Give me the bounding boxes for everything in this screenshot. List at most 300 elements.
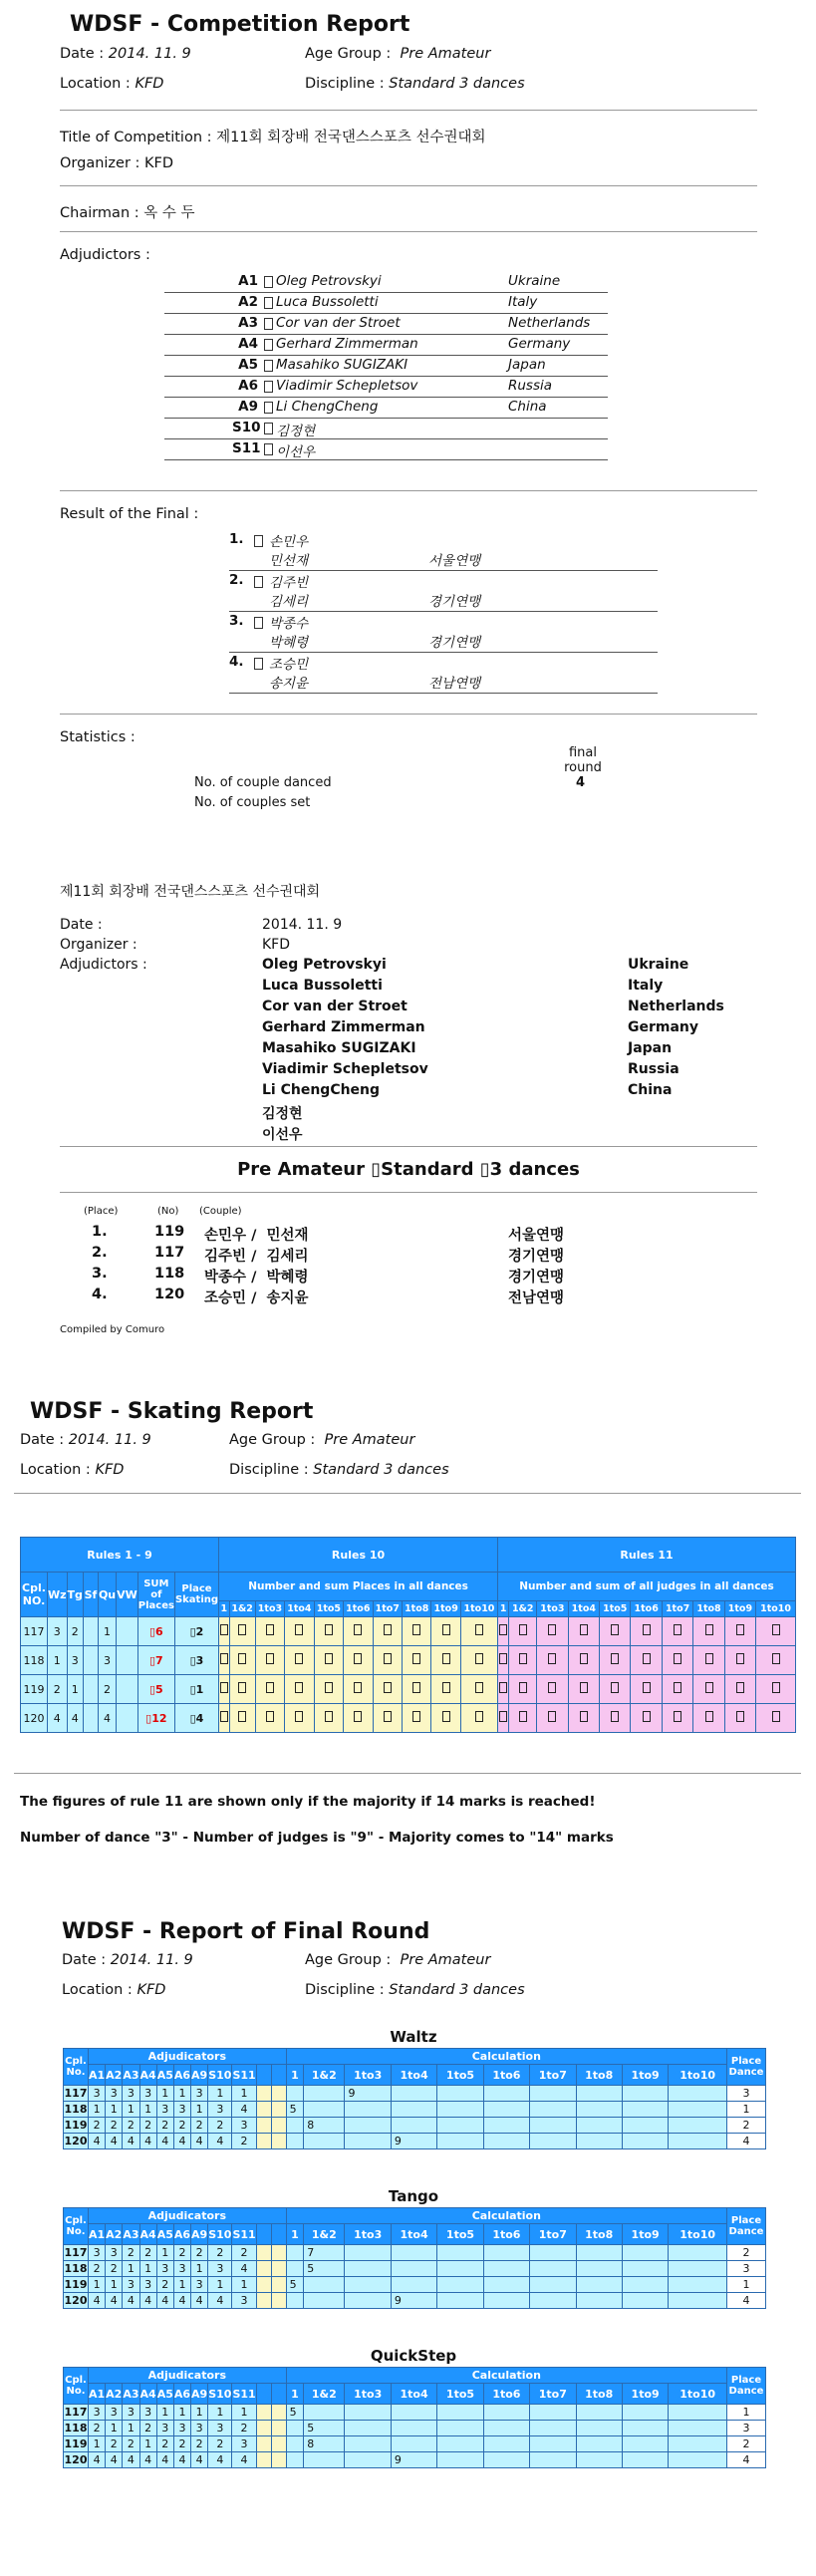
empty-box-icon xyxy=(220,1624,228,1635)
calc-header: 1 xyxy=(286,2384,304,2405)
empty-box-icon xyxy=(643,1653,651,1664)
divider xyxy=(60,490,757,491)
empty-box-icon xyxy=(499,1711,507,1722)
col-no: (No) xyxy=(157,1206,179,1217)
judge-mark: 1 xyxy=(139,2102,156,2118)
empty-box-icon xyxy=(384,1653,392,1664)
skating-col-header: Wz xyxy=(48,1573,68,1617)
empty-box-icon xyxy=(611,1624,619,1635)
calc-cell xyxy=(530,2086,576,2102)
adjudicator-country: Italy xyxy=(508,294,538,310)
judge-header: A9 xyxy=(191,2065,208,2086)
rules10-cell xyxy=(460,1704,497,1733)
calc-cell xyxy=(345,2245,391,2261)
judge-mark: 4 xyxy=(139,2452,156,2468)
judge-mark: 1 xyxy=(232,2405,256,2421)
rules11-cell xyxy=(600,1646,631,1675)
calc-cell xyxy=(483,2245,529,2261)
partner-1: 박종수 xyxy=(269,616,309,632)
empty-box-icon xyxy=(266,1682,274,1693)
summary-organizer: KFD xyxy=(262,937,291,953)
calc-cell xyxy=(576,2118,622,2134)
judge-mark: 4 xyxy=(123,2452,139,2468)
judge-mark: 2 xyxy=(106,2118,123,2134)
skating-col-header: VW xyxy=(117,1573,138,1617)
rules11-cell xyxy=(756,1646,796,1675)
result-club: 전남연맹 xyxy=(428,676,481,692)
calc-cell xyxy=(483,2452,529,2468)
couple-number: 117 xyxy=(64,2246,88,2259)
dance-row xyxy=(64,2436,766,2452)
rules11-cell xyxy=(662,1617,692,1646)
adjudicator-row xyxy=(164,355,608,377)
judge-mark: 3 xyxy=(173,2421,190,2436)
judge-mark: 2 xyxy=(208,2245,232,2261)
judge-mark: 1 xyxy=(191,2405,208,2421)
empty-box-icon xyxy=(643,1711,651,1722)
rules10-subheader: Number and sum Places in all dances xyxy=(219,1573,498,1601)
placing-couple: 김주빈 / 김세리 xyxy=(204,1249,309,1265)
place-dance-header: Place Dance xyxy=(727,2049,766,2086)
rules11-cell xyxy=(662,1675,692,1704)
dance-table xyxy=(63,2048,766,2149)
judge-header: A9 xyxy=(191,2384,208,2405)
calc-cell xyxy=(345,2405,391,2421)
calc-header: 1 xyxy=(286,2065,304,2086)
judge-header: A5 xyxy=(156,2065,173,2086)
calc-cell xyxy=(483,2421,529,2436)
rules10-cell xyxy=(373,1646,402,1675)
judge-header: A5 xyxy=(156,2384,173,2405)
place-col-header: 1to10 xyxy=(460,1601,497,1617)
judge-mark: 3 xyxy=(89,2405,106,2421)
adjudicator-code: S10 xyxy=(232,420,261,435)
rules10-cell xyxy=(431,1675,460,1704)
place-col-header: 1to9 xyxy=(724,1601,755,1617)
adjudicator-row xyxy=(164,438,608,460)
calc-header: 1 xyxy=(286,2224,304,2245)
empty-box-icon xyxy=(580,1682,588,1693)
judge-mark: 1 xyxy=(89,2436,106,2452)
calc-cell xyxy=(530,2405,576,2421)
dance-row xyxy=(64,2118,766,2134)
judge-mark: 3 xyxy=(208,2102,232,2118)
skating-cell-qu: 1 xyxy=(98,1617,116,1646)
rules10-cell xyxy=(285,1646,314,1675)
calc-cell xyxy=(576,2102,622,2118)
judge-mark: 4 xyxy=(208,2134,232,2149)
summary-adjudicator-name: Luca Bussoletti xyxy=(262,978,383,994)
empty-box-icon xyxy=(238,1682,246,1693)
empty-box-icon xyxy=(354,1682,362,1693)
checkbox-icon xyxy=(254,617,263,629)
rules11-cell xyxy=(631,1646,662,1675)
empty-box-icon xyxy=(354,1653,362,1664)
rules11-cell xyxy=(662,1704,692,1733)
empty-box-icon xyxy=(384,1711,392,1722)
place-col-header: 1to4 xyxy=(285,1601,314,1617)
summary-adjudicator-name: Li ChengCheng xyxy=(262,1082,381,1098)
judge-mark: 3 xyxy=(173,2261,190,2277)
judge-mark: 4 xyxy=(173,2452,190,2468)
judge-header: S11 xyxy=(232,2065,256,2086)
adjudicator-code: A3 xyxy=(238,315,258,331)
summary-date: 2014. 11. 9 xyxy=(262,917,343,933)
blank-cell xyxy=(271,2421,286,2436)
blank-header xyxy=(271,2384,286,2405)
calc-header: 1to9 xyxy=(622,2065,668,2086)
calc-cell xyxy=(345,2261,391,2277)
calculation-header: Calculation xyxy=(286,2049,726,2065)
judge-header: S11 xyxy=(232,2224,256,2245)
judge-mark: 1 xyxy=(208,2405,232,2421)
skating-col-header: Cpl. NO. xyxy=(21,1573,48,1617)
calc-cell xyxy=(669,2261,727,2277)
rules11-cell xyxy=(693,1617,724,1646)
empty-box-icon xyxy=(548,1711,556,1722)
blank-cell xyxy=(256,2293,271,2309)
place-col-header: 1to5 xyxy=(314,1601,343,1617)
partner-1: 김주빈 xyxy=(269,575,309,591)
adjudicator-code: A6 xyxy=(238,378,258,394)
place-col-header: 1to10 xyxy=(756,1601,796,1617)
judge-mark: 3 xyxy=(232,2118,256,2134)
rules11-cell xyxy=(693,1646,724,1675)
rules10-cell xyxy=(460,1617,497,1646)
judge-header: A2 xyxy=(106,2065,123,2086)
col-couple: (Couple) xyxy=(199,1206,242,1217)
judge-header: A1 xyxy=(89,2384,106,2405)
calc-cell xyxy=(437,2261,483,2277)
checkbox-icon xyxy=(264,423,273,434)
rules11-cell xyxy=(568,1704,599,1733)
judge-mark: 2 xyxy=(139,2245,156,2261)
location-label: Location : xyxy=(60,76,131,92)
skating-row xyxy=(21,1646,796,1675)
blank-cell xyxy=(256,2134,271,2149)
judge-mark: 2 xyxy=(191,2245,208,2261)
place-col-header: 1&2 xyxy=(509,1601,537,1617)
rules11-cell xyxy=(509,1704,537,1733)
calc-cell xyxy=(483,2277,529,2293)
col-place: (Place) xyxy=(84,1206,119,1217)
dance-place: 4 xyxy=(727,2293,766,2309)
adjudicator-country: Netherlands xyxy=(508,315,591,331)
dance-name: Tango xyxy=(388,2187,439,2205)
empty-box-icon xyxy=(580,1711,588,1722)
calc-cell xyxy=(576,2293,622,2309)
statistics-label: Statistics : xyxy=(60,729,136,745)
empty-box-icon xyxy=(266,1711,274,1722)
partner-2: 김세리 xyxy=(269,594,309,610)
empty-box-icon xyxy=(384,1624,392,1635)
partner-1: 손민우 xyxy=(269,534,309,550)
judge-mark: 2 xyxy=(89,2421,106,2436)
calc-cell xyxy=(483,2293,529,2309)
calc-cell xyxy=(391,2436,436,2452)
calc-cell xyxy=(483,2405,529,2421)
chairman-value: 옥 수 두 xyxy=(143,205,195,221)
summary-adjudicator-country: Italy xyxy=(628,978,664,994)
rules11-cell xyxy=(724,1675,755,1704)
calc-cell xyxy=(391,2118,436,2134)
judge-mark: 3 xyxy=(173,2102,190,2118)
calc-cell xyxy=(304,2452,345,2468)
calc-cell xyxy=(286,2134,304,2149)
empty-box-icon xyxy=(772,1682,780,1693)
calc-header: 1to6 xyxy=(483,2224,529,2245)
checkbox-icon xyxy=(264,318,273,330)
calc-cell: 9 xyxy=(391,2134,436,2149)
judge-mark: 4 xyxy=(232,2261,256,2277)
calc-cell xyxy=(286,2293,304,2309)
empty-box-icon xyxy=(295,1682,303,1693)
couple-number: 117 xyxy=(64,2087,88,2100)
empty-box-icon xyxy=(325,1711,333,1722)
skating-row xyxy=(21,1675,796,1704)
empty-box-icon xyxy=(442,1682,450,1693)
event-title: Pre Amateur ▯Standard ▯3 dances xyxy=(237,1159,580,1180)
judge-header: S11 xyxy=(232,2384,256,2405)
empty-box-icon xyxy=(475,1711,483,1722)
calc-cell xyxy=(576,2452,622,2468)
judge-header: A3 xyxy=(123,2224,139,2245)
dance-row xyxy=(64,2421,766,2436)
calc-cell xyxy=(286,2086,304,2102)
judge-mark: 2 xyxy=(106,2436,123,2452)
calc-cell: 9 xyxy=(391,2452,436,2468)
calc-cell xyxy=(669,2118,727,2134)
skating-cell-place: ▯2 xyxy=(174,1617,218,1646)
calc-cell xyxy=(345,2436,391,2452)
adjudicator-code: S11 xyxy=(232,440,261,456)
calc-cell xyxy=(669,2086,727,2102)
rules11-cell xyxy=(724,1704,755,1733)
blank-cell xyxy=(256,2405,271,2421)
calc-header: 1to3 xyxy=(345,2224,391,2245)
judge-mark: 1 xyxy=(156,2086,173,2102)
rules11-cell xyxy=(662,1646,692,1675)
adjudicator-name: Viadimir Schepletsov xyxy=(276,378,418,394)
skating-col-header: Place Skating xyxy=(174,1573,218,1617)
calc-cell xyxy=(622,2452,668,2468)
skating-cell-sf xyxy=(83,1617,98,1646)
couple-number: 119 xyxy=(64,2278,88,2291)
place-col-header: 1to4 xyxy=(568,1601,599,1617)
judge-mark: 2 xyxy=(191,2436,208,2452)
rules11-cell xyxy=(498,1617,509,1646)
rules10-cell xyxy=(402,1617,430,1646)
dance-row xyxy=(64,2452,766,2468)
skating-note-1: The figures of rule 11 are shown only if the majority if 14 marks is reached! xyxy=(20,1794,596,1810)
judge-mark: 1 xyxy=(191,2102,208,2118)
final-round-title: WDSF - Report of Final Round xyxy=(62,1919,430,1944)
calc-cell: 9 xyxy=(391,2293,436,2309)
adjudicator-row xyxy=(164,292,608,314)
calc-cell xyxy=(530,2118,576,2134)
calc-cell xyxy=(437,2245,483,2261)
judge-mark: 2 xyxy=(173,2245,190,2261)
calc-cell xyxy=(622,2421,668,2436)
empty-box-icon xyxy=(736,1624,744,1635)
adjudicator-row xyxy=(164,376,608,398)
place-col-header: 1to3 xyxy=(255,1601,284,1617)
date-label: Date : xyxy=(60,46,105,62)
empty-box-icon xyxy=(220,1682,228,1693)
couples-danced-label: No. of couple danced xyxy=(194,775,332,790)
calc-header: 1to9 xyxy=(622,2384,668,2405)
summary-comp-name: 제11회 회장배 전국댄스스포츠 선수권대회 xyxy=(60,884,321,900)
adjudicator-row xyxy=(164,334,608,356)
judge-header: A3 xyxy=(123,2384,139,2405)
skating-cell-qu: 3 xyxy=(98,1646,116,1675)
rules10-cell xyxy=(285,1675,314,1704)
place-col-header: 1to7 xyxy=(662,1601,692,1617)
judge-mark: 3 xyxy=(232,2436,256,2452)
adjudicator-name: Cor van der Stroet xyxy=(276,315,401,331)
calculation-header: Calculation xyxy=(286,2368,726,2384)
skating-col-header: Sf xyxy=(83,1573,98,1617)
calc-cell xyxy=(483,2134,529,2149)
place-col-header: 1 xyxy=(498,1601,509,1617)
rules10-cell xyxy=(255,1646,284,1675)
dance-place: 2 xyxy=(727,2245,766,2261)
couple-number: 118 xyxy=(64,2103,88,2116)
calc-cell xyxy=(530,2293,576,2309)
empty-box-icon xyxy=(442,1624,450,1635)
result-row xyxy=(229,653,658,694)
judge-mark: 1 xyxy=(123,2421,139,2436)
judge-mark: 1 xyxy=(232,2086,256,2102)
skating-note-2: Number of dance "3" - Number of judges is "9" - Majority comes to "14" marks xyxy=(20,1830,614,1846)
placing-number: 119 xyxy=(154,1224,185,1240)
dance-table xyxy=(63,2207,766,2309)
calc-cell xyxy=(304,2086,345,2102)
skating-col-header: Qu xyxy=(98,1573,116,1617)
calc-cell xyxy=(622,2086,668,2102)
judge-header: A4 xyxy=(139,2384,156,2405)
calc-cell xyxy=(391,2405,436,2421)
calc-cell xyxy=(530,2277,576,2293)
cpl-header: Cpl. No. xyxy=(64,2049,89,2086)
calc-cell xyxy=(530,2261,576,2277)
placing-place: 2. xyxy=(92,1245,108,1261)
judge-mark: 2 xyxy=(208,2436,232,2452)
calc-cell xyxy=(304,2134,345,2149)
adjudicators-header: Adjudicators xyxy=(89,2208,287,2224)
adjudicator-country: Russia xyxy=(508,378,553,394)
competition-report-title: WDSF - Competition Report xyxy=(70,12,410,37)
partner-2: 민선재 xyxy=(269,553,309,569)
divider xyxy=(60,231,757,232)
calc-cell xyxy=(483,2261,529,2277)
dance-place: 2 xyxy=(727,2436,766,2452)
calc-cell xyxy=(622,2436,668,2452)
skating-report-title: WDSF - Skating Report xyxy=(30,1399,314,1424)
summary-date-label: Date : xyxy=(60,917,103,933)
calc-cell xyxy=(669,2102,727,2118)
judge-mark: 2 xyxy=(123,2245,139,2261)
empty-box-icon xyxy=(266,1624,274,1635)
calc-cell xyxy=(391,2277,436,2293)
empty-box-icon xyxy=(519,1711,527,1722)
calc-cell xyxy=(483,2118,529,2134)
placing-club: 경기연맹 xyxy=(508,1270,565,1286)
empty-box-icon xyxy=(442,1653,450,1664)
divider xyxy=(60,1146,757,1147)
empty-box-icon xyxy=(238,1624,246,1635)
calc-cell: 9 xyxy=(345,2086,391,2102)
skating-table-wrap xyxy=(20,1537,796,1733)
adjudicator-code: A9 xyxy=(238,399,258,415)
rules10-cell xyxy=(229,1646,255,1675)
rules11-cell xyxy=(537,1617,568,1646)
skating-age-row: Age Group : Pre Amateur xyxy=(229,1432,415,1448)
blank-cell xyxy=(256,2421,271,2436)
blank-cell xyxy=(256,2436,271,2452)
judge-mark: 1 xyxy=(156,2245,173,2261)
judge-mark: 4 xyxy=(106,2134,123,2149)
rules10-cell xyxy=(219,1675,229,1704)
adjudicator-name: Oleg Petrovskyi xyxy=(276,273,382,289)
calc-cell xyxy=(345,2118,391,2134)
judge-header: A5 xyxy=(156,2224,173,2245)
empty-box-icon xyxy=(220,1653,228,1664)
skating-cell-sf xyxy=(83,1704,98,1733)
summary-organizer-label: Organizer : xyxy=(60,937,137,953)
judge-mark: 4 xyxy=(191,2452,208,2468)
calc-cell xyxy=(286,2245,304,2261)
blank-cell xyxy=(256,2277,271,2293)
couple-number: 119 xyxy=(64,2437,88,2450)
dance-table xyxy=(63,2367,766,2468)
summary-adjudicator-name: Gerhard Zimmerman xyxy=(262,1019,425,1035)
summary-adjudicator-name: Masahiko SUGIZAKI xyxy=(262,1040,416,1056)
summary-adjudicator-name: Cor van der Stroet xyxy=(262,999,408,1014)
placing-number: 118 xyxy=(154,1266,185,1282)
rules10-cell xyxy=(285,1617,314,1646)
dance-place: 1 xyxy=(727,2277,766,2293)
rules10-cell xyxy=(314,1646,343,1675)
blank-cell xyxy=(271,2086,286,2102)
calc-cell xyxy=(286,2421,304,2436)
calc-cell xyxy=(345,2421,391,2436)
calc-cell xyxy=(437,2293,483,2309)
empty-box-icon xyxy=(475,1624,483,1635)
skating-cell-wz: 1 xyxy=(48,1646,68,1675)
calc-cell xyxy=(622,2261,668,2277)
judge-mark: 4 xyxy=(139,2134,156,2149)
calc-cell xyxy=(669,2452,727,2468)
empty-box-icon xyxy=(548,1624,556,1635)
checkbox-icon xyxy=(254,535,263,547)
judge-header: S10 xyxy=(208,2384,232,2405)
rules11-cell xyxy=(568,1675,599,1704)
empty-box-icon xyxy=(295,1653,303,1664)
rules10-cell xyxy=(229,1704,255,1733)
adjudicators-header: Adjudicators xyxy=(89,2368,287,2384)
blank-cell xyxy=(271,2277,286,2293)
rules11-cell xyxy=(724,1646,755,1675)
placing-club: 서울연맹 xyxy=(508,1228,565,1244)
blank-cell xyxy=(256,2245,271,2261)
date-row xyxy=(60,46,191,62)
rules11-cell xyxy=(498,1646,509,1675)
calc-cell xyxy=(345,2452,391,2468)
result-place: 3. xyxy=(229,613,244,629)
calc-cell xyxy=(391,2086,436,2102)
judge-mark: 4 xyxy=(208,2293,232,2309)
